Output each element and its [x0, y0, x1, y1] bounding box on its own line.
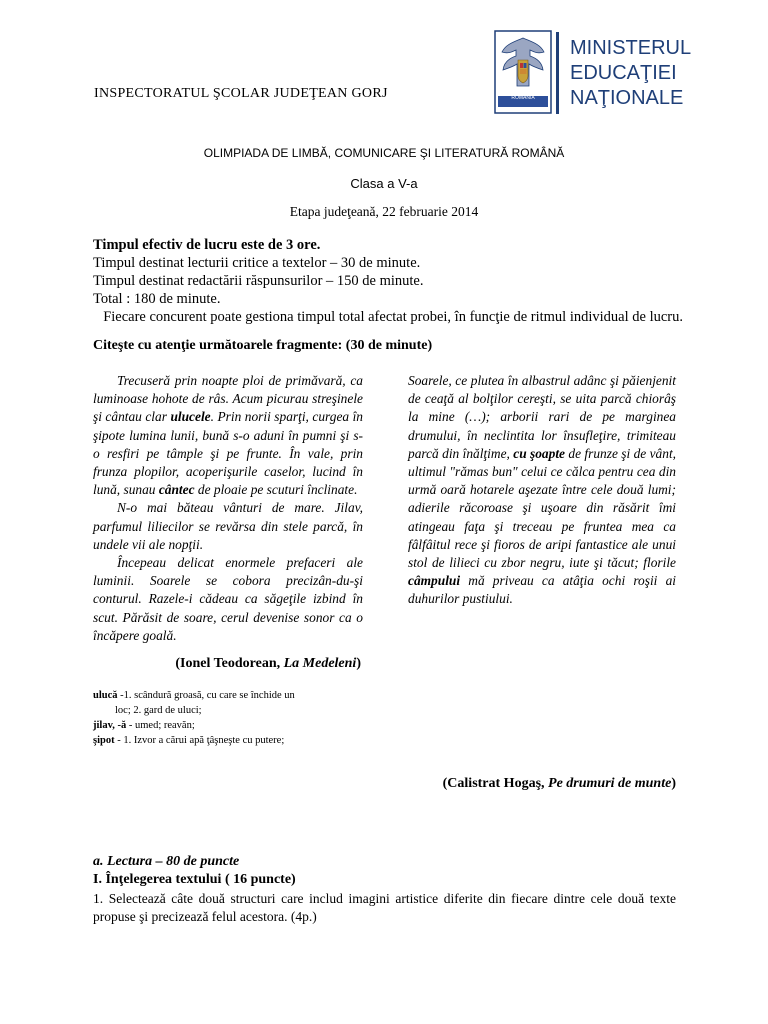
paragraph: Începeau delicat enormele prefaceri ale luminii. Soarele se cobora precizân-du-şi conturul. Razele-i cădeau ca săgeţile izbind în scut. Părăsit de soare, cerul devenise sonor ca o încăpere goală. [93, 555, 363, 643]
ministry-name [570, 36, 691, 111]
fragment-hogas [408, 372, 676, 609]
inspectorat-title: INSPECTORATUL ŞCOLAR JUDEŢEAN GORJ [94, 86, 388, 101]
time-reading: Timpul destinat lecturii critice a textelor – 30 de minute. [93, 255, 421, 271]
paragraph: Soarele, ce plutea în albastrul adânc şi păienjenit de ceaţă al bolţilor cereşti, se uita parcă chiorâş la mine (…); arborii rari de pe marginea drumului, în neclintita lor însufleţire, trimiteau parcă din înălţime, cu şoapte de frunze şi de vânt, ultimul "rămas bun" celui ce călca pentru cea din urmă oară hotarele aşezate între cele două lumi; adierile răcoroase şi uşoare din răsărit îmi atingeau faţa şi treceau pe fruntea mea ca fâlfâitul rece şi fioros de aripi fantastice ale unui stol de lilieci cu zbor negru, iute şi tăcut; florile câmpului mă priveau ca atâţia ochi roşii ai duhurilor pustiului. [408, 373, 677, 607]
logo-line: NAŢIONALE [570, 87, 684, 109]
olympiad-title: OLIMPIADA DE LIMBĂ, COMUNICARE ŞI LITERATURĂ ROMÂNĂ [203, 146, 565, 160]
time-writing: Timpul destinat redactării răspunsurilor – 150 de minute. [93, 273, 424, 289]
section-understanding: I. Înţelegerea textului ( 16 puncte) [93, 872, 296, 887]
ministry-logo [492, 26, 692, 118]
reading-instruction: Citeşte cu atenţie următoarele fragmente: (30 de minute) [93, 338, 433, 353]
class-label: Clasa a V-a [350, 176, 418, 191]
paragraph: Trecuseră prin noapte ploi de primăvară, ca luminoase hohote de râs. Acum picurau streşinele şi cântau clar ulucele. Prin norii sparţi, curgea în şipote lumina lunii, bună s-o aduni în pumni şi s-o resfiri pe tâmple şi pe frunte. În vale, prin frunza plopilor, acoperişurile caselor, lucind în lună, sunau cântec de ploaie pe scuturi înclinate. [93, 373, 363, 498]
keyword-ulucele: ulucele [170, 409, 211, 425]
keyword-cu-soapte: cu şoapte [513, 445, 565, 461]
glossary-entry: ulucă -1. scândură groasă, cu care se închide un [93, 690, 295, 701]
time-total: Total : 180 de minute. [93, 291, 221, 307]
coat-of-arms-icon [494, 30, 552, 114]
stage-date: Etapa judeţeană, 22 februarie 2014 [289, 204, 479, 219]
keyword-cantec: cântec [158, 482, 195, 498]
time-info [93, 236, 683, 326]
glossary-entry: şipot - 1. Izvor a cărui apă ţâşneşte cu putere; [93, 735, 285, 746]
logo-separator [556, 32, 559, 114]
paragraph: N-o mai băteau vânturi de mare. Jilav, parfumul liliecilor se revărsa din stele parcă, în undele vii ale nopţii. [93, 500, 363, 552]
crest-label: ROMÂNIA [511, 95, 535, 101]
author-hogas: (Calistrat Hogaş, Pe drumuri de munte) [442, 776, 676, 791]
glossary-entry-cont: loc; 2. gard de uluci; [115, 705, 202, 716]
logo-line: MINISTERUL [570, 37, 692, 59]
time-management-note: Fiecare concurent poate gestiona timpul total afectat probei, în funcţie de ritmul individual de lucru. [103, 309, 683, 325]
fragment-teodoreanu [93, 372, 363, 645]
section-reading: a. Lectura – 80 de puncte [93, 854, 240, 869]
author-teodoreanu: (Ionel Teodorean, La Medeleni) [175, 656, 361, 671]
glossary [93, 688, 363, 748]
question-1: 1. Selectează câte două structuri care includ imagini artistice diferite din fiecare dintre cele două texte propuse şi precizează felul acestora. (4p.) [93, 891, 676, 924]
logo-line: EDUCAŢIEI [570, 62, 677, 84]
keyword-campului: câmpului [408, 573, 461, 589]
time-total-effective: Timpul efectiv de lucru este de 3 ore. [93, 237, 321, 253]
glossary-entry: jilav, -ă - umed; reavăn; [93, 720, 195, 731]
